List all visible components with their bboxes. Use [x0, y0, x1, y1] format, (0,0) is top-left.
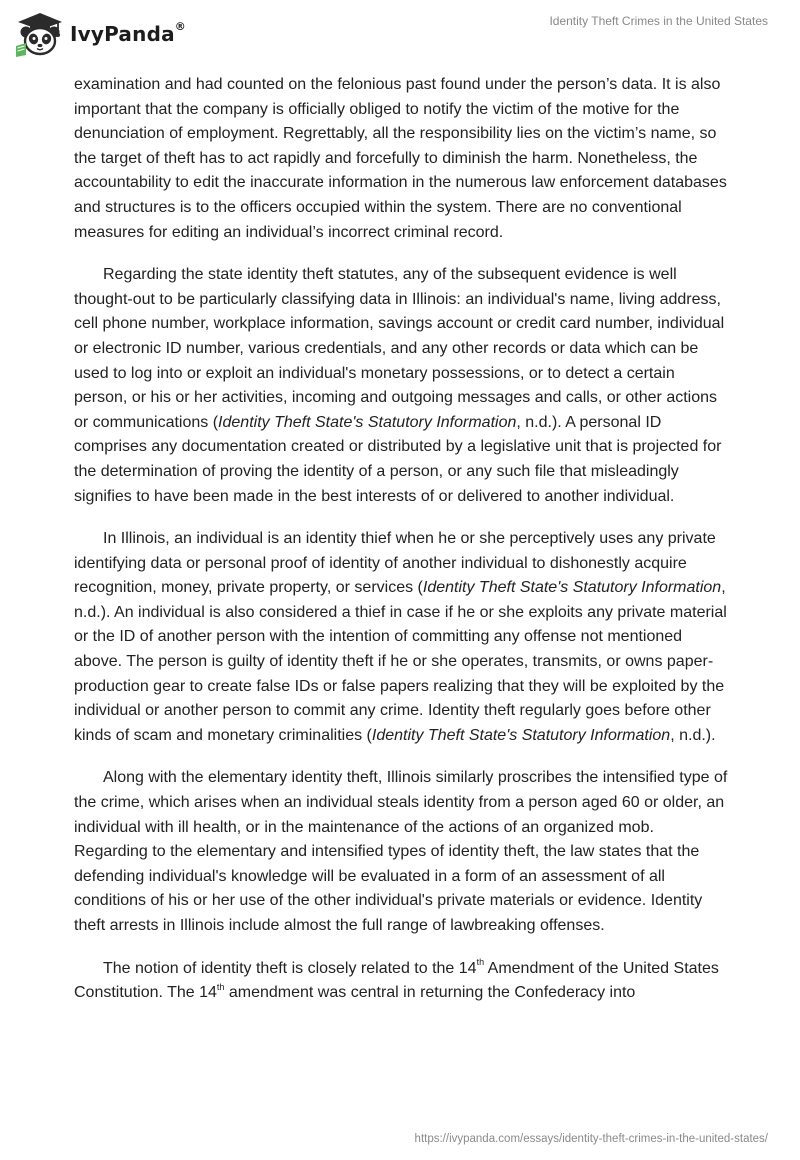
- ordinal-suffix: th: [476, 957, 485, 968]
- document-title: Identity Theft Crimes in the United States: [549, 14, 768, 28]
- paragraph-1: examination and had counted on the felonious past found under the person’s data. It is also important that the company is officially obliged to notify the victim of the motive for the denunciation of employment. Regrettably, all the responsibility lies on the victim’s name, so the target of theft has to act rapidly and forcefully to diminish the harm. Nonetheless, the accountability to edit the inaccurate information in the numerous law enforcement databases and structures is to the officers occupied within the system. There are no conventional measures for editing an individual’s incorrect criminal record.: [74, 76, 727, 241]
- page-header: [0, 0, 800, 60]
- paragraph-2: Regarding the state identity theft statutes, any of the subsequent evidence is well thought-out to be particularly classifying data in Illinois: an individual's name, living address, cell phone number, workplace information, savings account or credit card number, individual or electronic ID number, various credentials, and any other records or data which can be used to log into or exploit an individual's monetary possessions, or to detect a certain person, or his or her activities, incoming and outgoing messages and calls, or other actions or communications (Identity Theft State's Statutory Information, n.d.). A personal ID comprises any documentation created or distributed by a legislative unit that is projected for the determination of proving the identity of a person, or any such file that misleadingly signifies to have been made in the best interests of or delivered to another individual.: [74, 266, 725, 505]
- paragraph-3: In Illinois, an individual is an identity thief when he or she perceptively uses any private identifying data or personal proof of identity of another individual to dishonestly acquire recognition, money, private property, or services (Identity Theft State's Statutory Information, n.d.). An individual is also considered a thief in case if he or she exploits any private material or the ID of another person with the intention of committing any offense not mentioned above. The person is guilty of identity theft if he or she operates, transmits, or owns paper-production gear to create false IDs or false papers realizing that they will be exploited by the individual or another person to commit any crime. Identity theft regularly goes before other kinds of scam and monetary criminalities (Identity Theft State's Statutory Information, n.d.).: [74, 530, 727, 744]
- essay-body: [74, 73, 730, 1024]
- paragraph-5: The notion of identity theft is closely related to the 14th Amendment of the United States Constitution. The 14th amendment was central in returning the Confederacy into: [74, 957, 719, 1002]
- citation: Identity Theft State's Statutory Information: [371, 726, 671, 744]
- ordinal-suffix: th: [216, 981, 225, 992]
- citation: Identity Theft State's Statutory Information: [218, 413, 517, 431]
- brand-name: IvyPanda®: [70, 20, 186, 46]
- registered-mark: ®: [174, 20, 186, 33]
- source-url[interactable]: https://ivypanda.com/essays/identity-theft-crimes-in-the-united-states/: [414, 1133, 768, 1145]
- panda-graduate-icon: [14, 10, 66, 58]
- brand-logo[interactable]: [14, 10, 186, 58]
- paragraph-4: Along with the elementary identity theft, Illinois similarly proscribes the intensified type of the crime, which arises when an individual steals identity from a person aged 60 or older, an individual with ill health, or in the maintenance of the actions of an organized mob. Regarding to the elementary and intensified types of identity theft, the law states that the defending individual's knowledge will be evaluated in a form of an assessment of all conditions of his or her use of the other individual's private materials or evidence. Identity theft arrests in Illinois include almost the full range of lawbreaking offenses.: [74, 769, 728, 934]
- citation: Identity Theft State's Statutory Information: [422, 579, 722, 597]
